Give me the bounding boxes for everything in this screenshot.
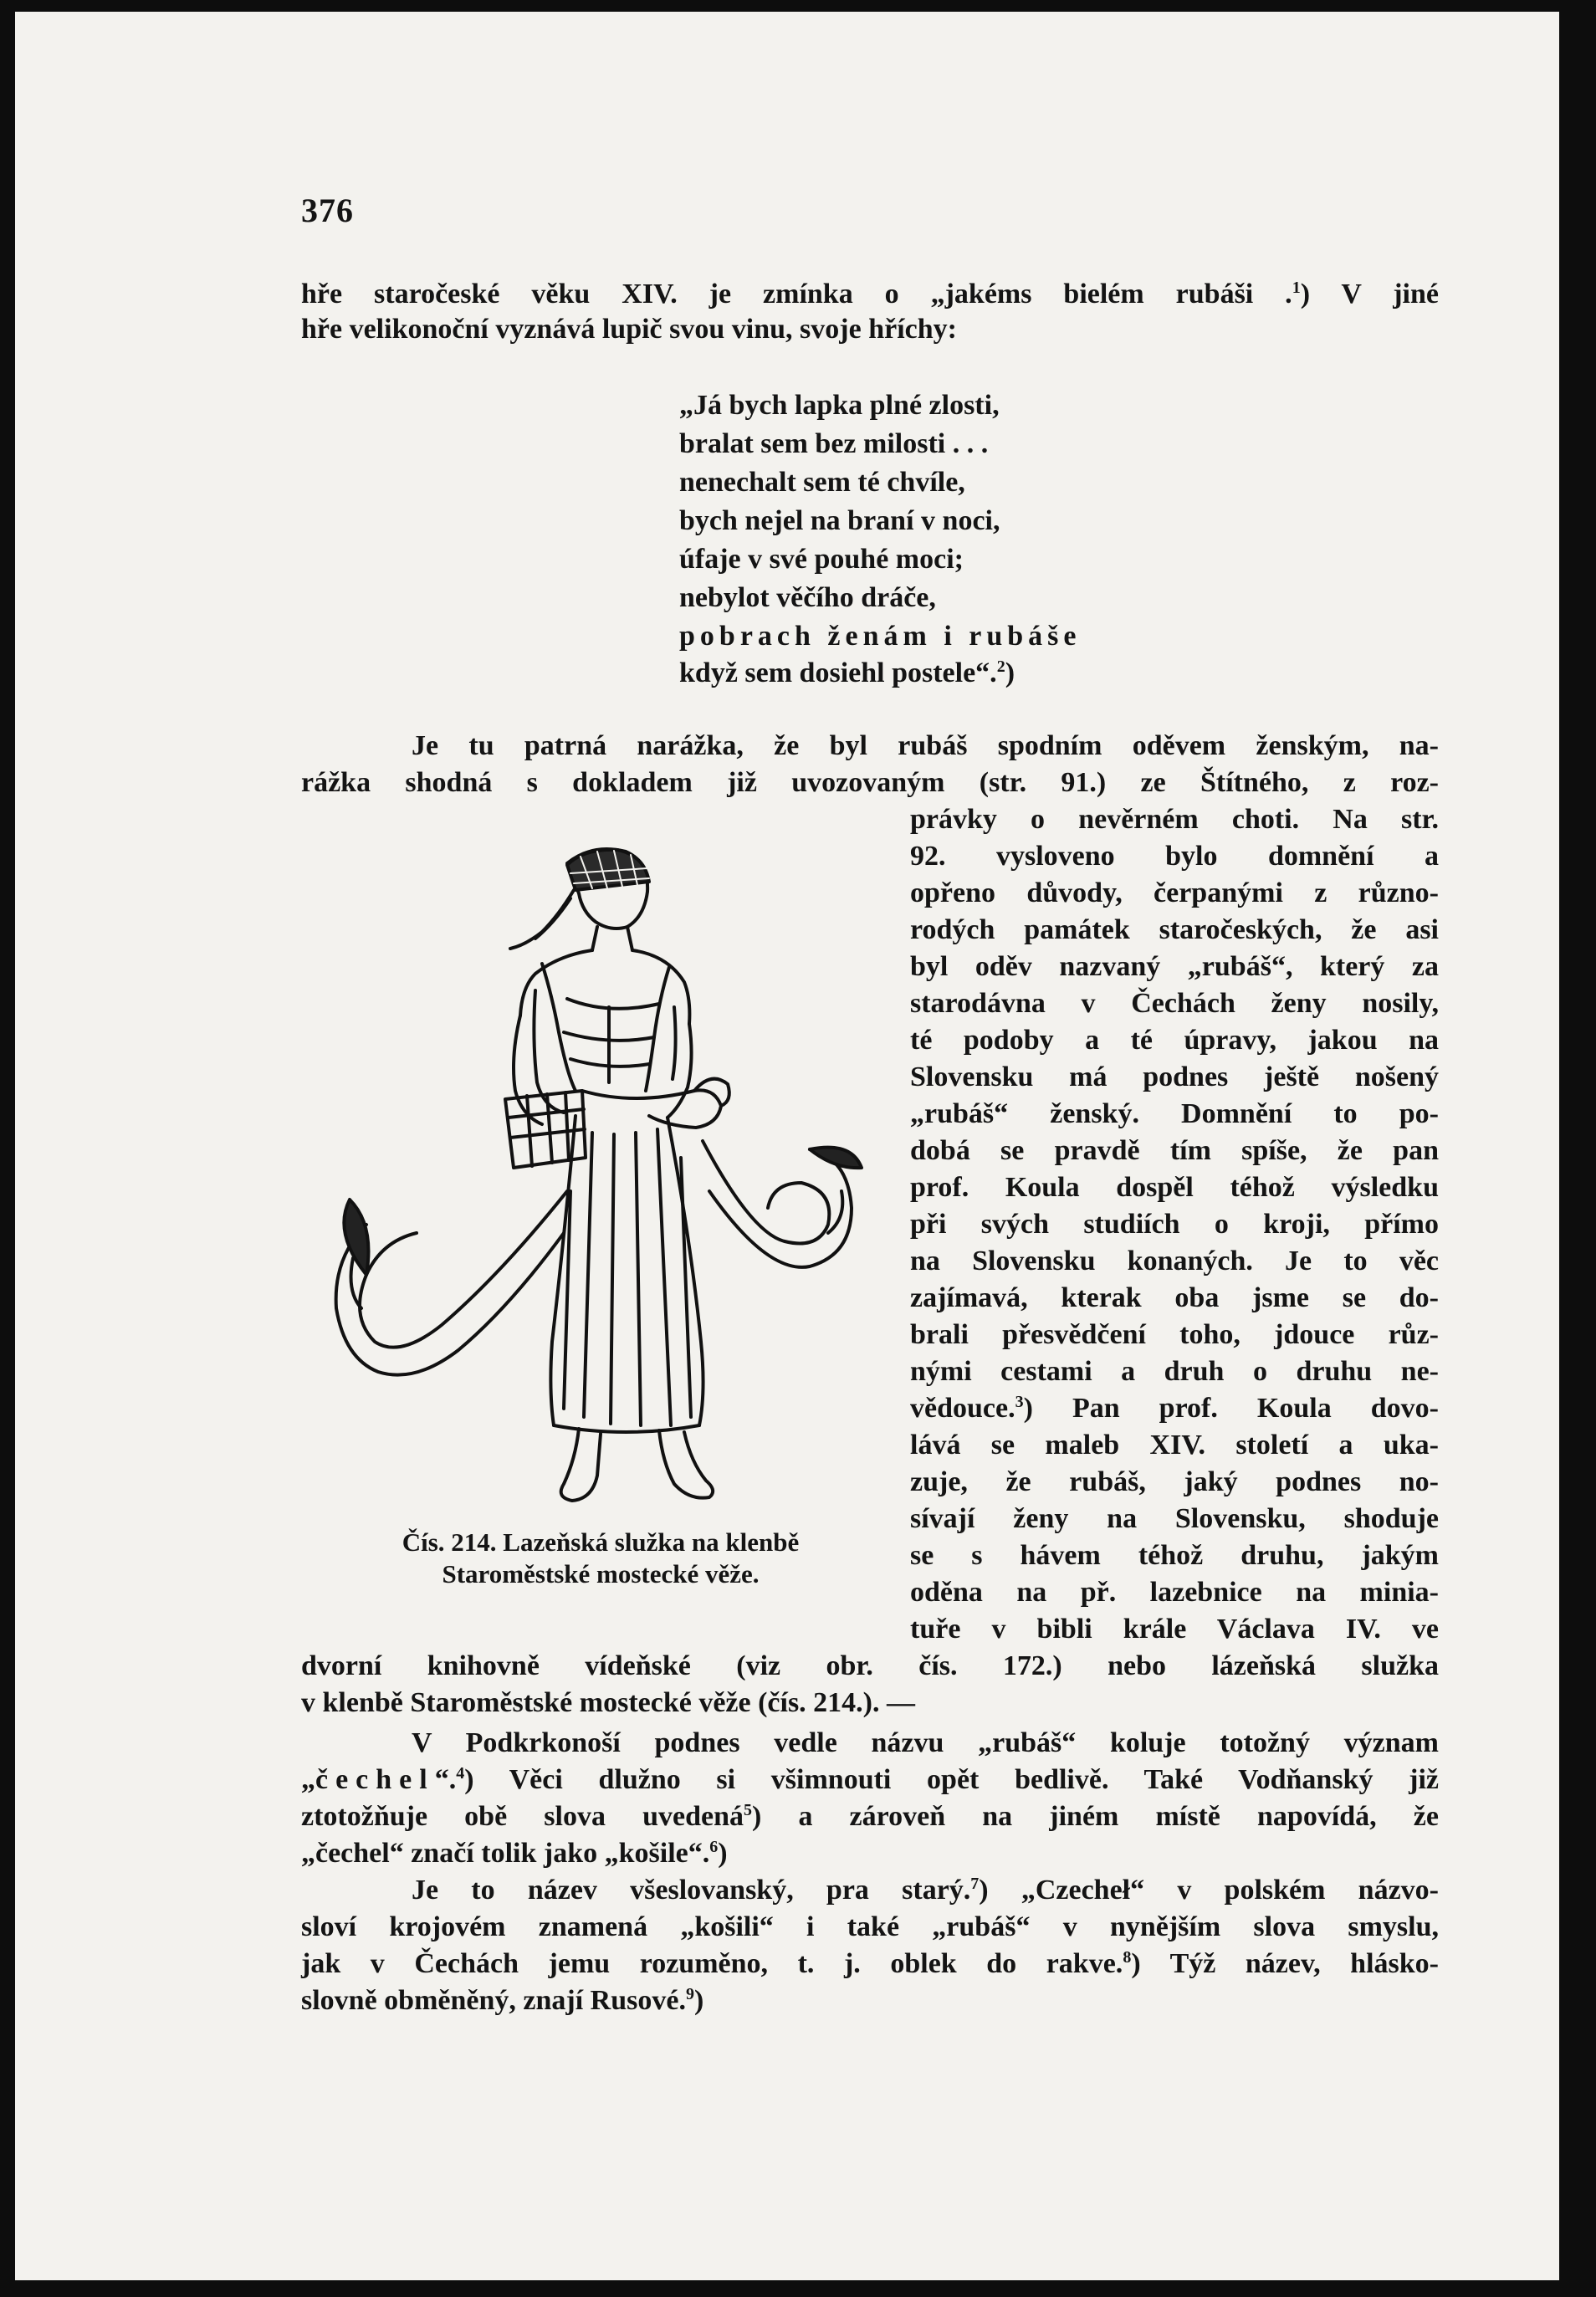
text-line: ztotožňuje obě slova uvedená$^5$) a zároveň na jiném místě napovídá, že	[301, 1801, 1439, 1832]
poem-line: úfaje v své pouhé moci;	[679, 544, 964, 575]
text-line: „čechel“ značí tolik jako „košile“.$^6$)	[301, 1838, 728, 1869]
bath-maid-illustration	[316, 840, 868, 1526]
text-line: právky o nevěrném choti. Na str.	[910, 804, 1439, 835]
text-line: oděna na př. lazebnice na miniа-	[910, 1577, 1439, 1608]
text-line: hře velikonoční vyznává lupič svou vinu, svoje hříchy:	[301, 314, 957, 345]
text-line: na Slovensku konaných. Je to věc	[910, 1246, 1439, 1276]
poem-line: když sem dosiehl postele“.$^2$)	[679, 657, 1015, 688]
text-line: byl oděv nazvaný „rubáš“, který za	[910, 951, 1439, 982]
poem-line: „Já bych lapka plné zlosti,	[679, 390, 1000, 421]
poem-line: bralat sem bez milosti . . .	[679, 428, 989, 459]
text-line: nými cestami a druh o druhu ne-	[910, 1356, 1439, 1387]
poem-line: pobrach ženám i rubáše	[679, 621, 1082, 652]
text-line: vědouce.$^3$) Pan prof. Koula dovo-	[910, 1393, 1439, 1424]
text-line: dobá se pravdě tím spíše, že pan	[910, 1135, 1439, 1166]
text-line: „čechel“.$^4$) Věci dlužno si všimnouti opět bedlivě. Také Vodňanský již	[301, 1764, 1439, 1795]
text-line: starodávna v Čechách ženy nosily,	[910, 988, 1439, 1019]
text-line: 92. vysloveno bylo domnění a	[910, 841, 1439, 872]
text-line: rodých památek staročeských, že asi	[910, 914, 1439, 945]
text-line: zajímavá, kterak oba jsme se do-	[910, 1282, 1439, 1313]
text-line: Slovensku má podnes ještě nošený	[910, 1062, 1439, 1092]
scanned-page	[15, 12, 1559, 2280]
text-line: se s hávem téhož druhu, jakým	[910, 1540, 1439, 1571]
figure-caption-line: Čís. 214. Lazeňská služka na klenbě	[402, 1527, 800, 1557]
poem-line: nenechalt sem té chvíle,	[679, 467, 965, 498]
poem-line: nebylot věčího dráče,	[679, 582, 936, 613]
text-line: brali přesvědčení toho, jdouce růz-	[910, 1319, 1439, 1350]
figure-caption-line: Staroměstské mostecké věže.	[442, 1559, 760, 1588]
text-line: „rubáš“ ženský. Domnění to po-	[910, 1098, 1439, 1129]
text-line: hře staročeské věku XIV. je zmínka o „jakéms bielém rubáši .$^1$) V jiné	[301, 279, 1439, 310]
page-number: 376	[301, 192, 354, 229]
text-line: zuje, že rubáš, jaký podnes no-	[910, 1466, 1439, 1497]
text-line: při svých studiích o kroji, přímo	[910, 1209, 1439, 1240]
text-line: prof. Koula dospěl téhož výsledku	[910, 1172, 1439, 1203]
text-line: tuře v bibli krále Václava IV. ve	[910, 1614, 1439, 1645]
text-line: té podoby a té úpravy, jakou na	[910, 1025, 1439, 1056]
text-line: Je to název všeslovanský, pra starý.$^7$) „Czecheł“ v polském názvo-	[412, 1875, 1439, 1906]
poem-line: bych nejel na braní v noci,	[679, 505, 1000, 536]
text-line: rážka shodná s dokladem již uvozovaným (str. 91.) ze Štítného, z roz-	[301, 767, 1439, 798]
text-line: lává se maleb XIV. století a uka-	[910, 1430, 1439, 1461]
text-line: slovně obměněný, znají Rusové.$^9$)	[301, 1985, 704, 2016]
text-line: dvorní knihovně vídeňské (viz obr. čís. 172.) nebo lázeňská služka	[301, 1650, 1439, 1681]
text-line: opřeno důvody, čerpanými z různo-	[910, 877, 1439, 908]
text-line: Je tu patrná narážka, že byl rubáš spodním oděvem ženským, na-	[412, 730, 1439, 761]
text-line: jak v Čechách jemu rozuměno, t. j. oblek do rakve.$^8$) Týž název, hlásko-	[301, 1948, 1439, 1979]
text-line: V Podkrkonoší podnes vedle názvu „rubáš“ koluje totožný význam	[412, 1727, 1439, 1758]
text-line: sívají ženy na Slovensku, shoduje	[910, 1503, 1439, 1534]
text-line: v klenbě Staroměstské mostecké věže (čís. 214.). —	[301, 1687, 916, 1718]
text-line: sloví krojovém znamená „košili“ i také „rubáš“ v nynějším slova smyslu,	[301, 1911, 1439, 1942]
